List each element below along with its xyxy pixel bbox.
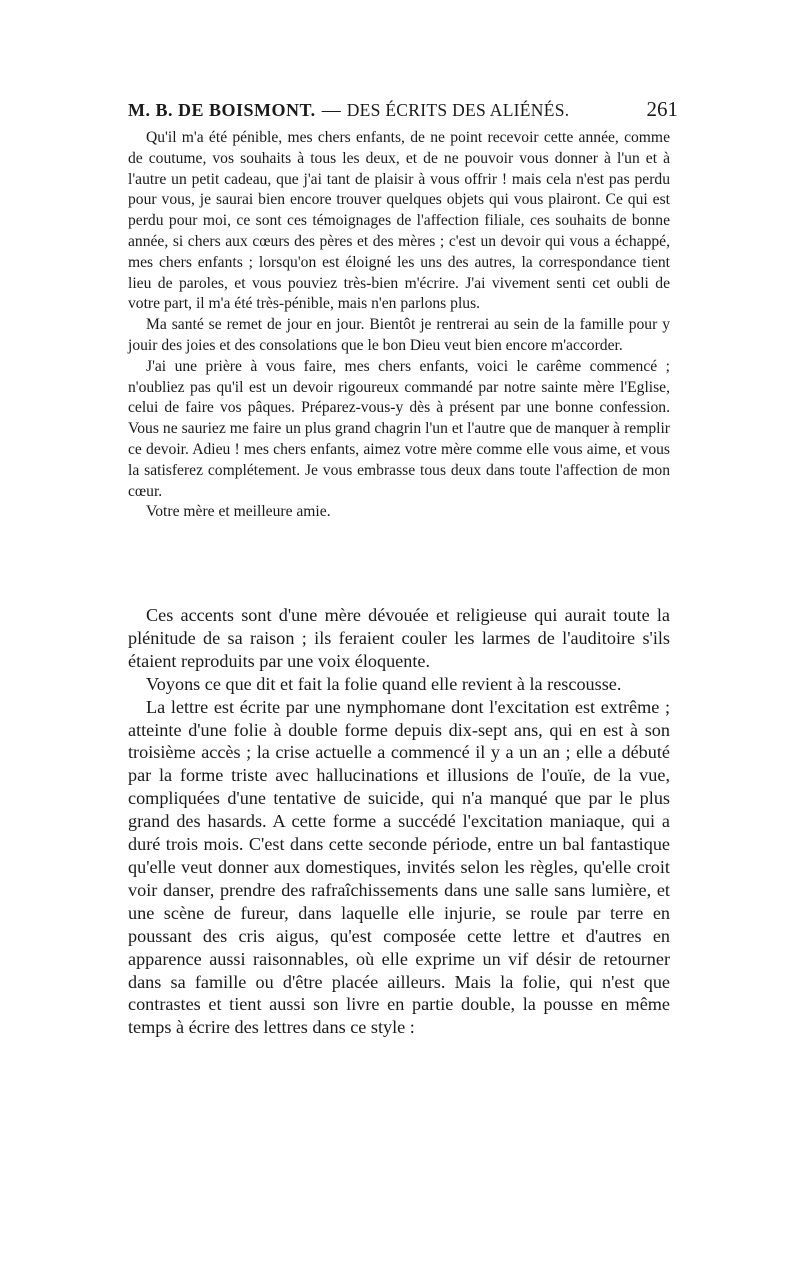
commentary-paragraph: La lettre est écrite par une nymphomane dont l'excitation est extrême ; atteinte d'une folie à double forme depuis dix-sept ans, qui en est à son troisième accès ; la crise actuelle a commencé il y a un an ; elle a débuté par la forme triste avec hallucinations et illusions de l'ouïe, de la vue, compliquées d'une tentative de suicide, qui n'a manqué que par le plus grand des hasards. A cette forme a succédé l'excitation maniaque, qui a duré trois mois. C'est dans cette seconde période, entre un bal fantastique qu'elle veut donner aux domestiques, invités selon les règles, qu'elle croit voir danser, prendre des rafraîchissements dans une salle sans lumière, et une scène de fureur, dans laquelle elle injurie, se roule par terre en poussant des cris aigus, qu'est composée cette lettre et d'autres en apparence aussi raisonnables, où elle exprime un vif désir de retourner dans sa famille ou d'être placée ailleurs. Mais la folie, qui n'est que contrastes et tient aussi son livre en partie double, la pousse en même temps à écrire des lettres dans ce style :: [128, 696, 670, 1038]
commentary-paragraph: Ces accents sont d'une mère dévouée et religieuse qui aurait toute la plénitude de sa raison ; ils feraient couler les larmes de l'auditoire s'ils étaient reproduits par une voix éloquente.: [128, 605, 670, 671]
commentary-paragraph: Voyons ce que dit et fait la folie quand elle revient à la rescousse.: [146, 673, 622, 694]
letter-paragraph: J'ai une prière à vous faire, mes chers enfants, voici le carême commencé ; n'oubliez pas qu'il est un devoir rigoureux commandé par notre sainte mère l'Eglise, celui de faire vos pâques. Préparez-vous-y dès à présent par une bonne confession. Vous ne sauriez me faire un plus grand chagrin l'un et l'autre que de manquer à remplir ce devoir. Adieu ! mes chers enfants, aimez votre mère comme elle vous aime, et vous la satisferez complétement. Je vous embrasse tous deux dans toute l'affection de mon cœur.: [128, 357, 670, 500]
header-section-title: DES ÉCRITS DES ALIÉNÉS.: [346, 100, 570, 120]
running-header: [128, 97, 678, 122]
header-author: M. B. DE BOISMONT.: [128, 100, 316, 120]
page-number: 261: [646, 97, 678, 121]
quoted-letter: [128, 128, 670, 523]
letter-paragraph: Ma santé se remet de jour en jour. Bientôt je rentrerai au sein de la famille pour y jouir des joies et des consolations que le bon Dieu veut bien encore m'accorder.: [128, 316, 670, 354]
letter-signature: Votre mère et meilleure amie.: [146, 503, 331, 521]
commentary-text: [128, 604, 670, 1039]
letter-paragraph: Qu'il m'a été pénible, mes chers enfants, de ne point recevoir cette année, comme de coutume, vos souhaits à tous les deux, et de ne pouvoir vous donner à l'un et à l'autre un petit cadeau, que j'ai tant de plaisir à vous offrir ! mais cela n'est pas perdu pour vous, je saurai bien encore trouver quelques objets qui vous plairont. Ce qui est perdu pour moi, ce sont ces témoignages de l'affection filiale, ces souhaits de bonne année, si chers aux cœurs des pères et des mères ; c'est un devoir qui vous a échappé, mes chers enfants ; lorsqu'on est éloigné les uns des autres, la correspondance tient lieu de paroles, et vous pouviez très-bien m'écrire. J'ai vivement senti cet oubli de votre part, il m'a été très-pénible, mais n'en parlons plus.: [128, 129, 670, 313]
header-dash: —: [321, 100, 341, 121]
